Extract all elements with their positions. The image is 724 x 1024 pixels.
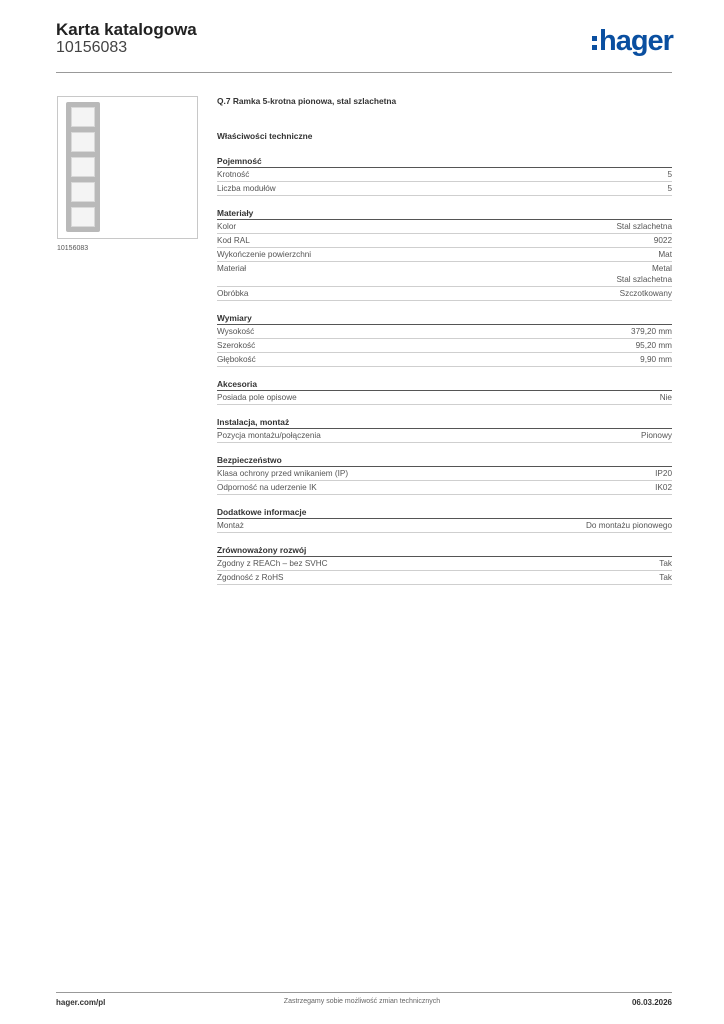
- spec-row: [217, 391, 672, 405]
- spec-label: Kod RAL: [217, 236, 250, 245]
- spec-value: [636, 340, 672, 351]
- spec-row: [217, 248, 672, 262]
- spec-label: Liczba modułów: [217, 184, 276, 193]
- spec-label: Pozycja montażu/połączenia: [217, 431, 321, 440]
- section-title: Instalacja, montaż: [217, 417, 672, 429]
- spec-value: [620, 288, 672, 299]
- spec-value-line: Mat: [658, 250, 672, 259]
- frame-slot: [71, 157, 95, 177]
- spec-value-line: 5: [667, 170, 672, 179]
- spec-value: [616, 221, 672, 232]
- spec-value-line: Pionowy: [641, 431, 672, 440]
- spec-row: [217, 262, 672, 287]
- spec-value: [654, 235, 672, 246]
- spec-row: [217, 467, 672, 481]
- spec-value-line: Do montażu pionowego: [585, 521, 672, 530]
- spec-sections: [217, 156, 672, 585]
- spec-value-line: 5: [667, 184, 672, 193]
- spec-value: [667, 183, 672, 194]
- spec-value-line: Metal: [651, 264, 672, 273]
- spec-value-line: Nie: [659, 393, 672, 402]
- spec-value-line: Szczotkowany: [619, 289, 672, 298]
- spec-value-line: Stal szlachetna: [616, 222, 672, 231]
- spec-value: [586, 520, 672, 531]
- product-thumbnail: [57, 96, 198, 239]
- spec-content: [217, 95, 672, 585]
- spec-row: [217, 339, 672, 353]
- thumbnail-caption: 10156083: [57, 245, 89, 252]
- spec-section: [217, 417, 672, 443]
- spec-section: [217, 156, 672, 196]
- frame-slot: [71, 182, 95, 202]
- spec-label: Zgodność z RoHS: [217, 573, 284, 582]
- spec-section: [217, 545, 672, 585]
- spec-label: Wykończenie powierzchni: [217, 250, 312, 259]
- spec-label: Montaż: [217, 521, 244, 530]
- spec-value-line: Tak: [659, 573, 672, 582]
- spec-value-line: Tak: [659, 559, 672, 568]
- spec-value-line: 95,20 mm: [635, 341, 672, 350]
- spec-value: [631, 326, 672, 337]
- spec-label: Posiada pole opisowe: [217, 393, 297, 402]
- section-title: Materiały: [217, 208, 672, 220]
- section-title: Dodatkowe informacje: [217, 507, 672, 519]
- product-title: Q.7 Ramka 5-krotna pionowa, stal szlachetna: [217, 96, 397, 106]
- logo-dots-icon: [592, 36, 597, 50]
- spec-row: [217, 353, 672, 367]
- page-title: Karta katalogowa: [56, 20, 197, 39]
- spec-row: [217, 168, 672, 182]
- spec-label: Zgodny z REACh – bez SVHC: [217, 559, 328, 568]
- frame-slot: [71, 207, 95, 227]
- spec-value-line: 9,90 mm: [640, 355, 672, 364]
- hager-logo[interactable]: [592, 24, 673, 58]
- spec-row: [217, 325, 672, 339]
- spec-value: [655, 468, 672, 479]
- frame-slot: [71, 107, 95, 127]
- section-title: Bezpieczeństwo: [217, 455, 672, 467]
- footer-date: 06.03.2026: [631, 998, 672, 1007]
- section-title: Wymiary: [217, 313, 672, 325]
- spec-value: [658, 249, 672, 260]
- product-code: 10156083: [56, 39, 128, 56]
- spec-row: [217, 287, 672, 301]
- spec-value: [660, 392, 672, 403]
- footer-disclaimer: Zastrzegamy sobie możliwość zmian technicznych: [283, 998, 441, 1005]
- spec-label: Głębokość: [217, 355, 256, 364]
- spec-value: [641, 430, 672, 441]
- footer-divider: [56, 992, 672, 993]
- spec-row: [217, 519, 672, 533]
- logo-wordmark: hager: [599, 24, 673, 57]
- spec-value: [640, 354, 672, 365]
- spec-label: Materiał: [217, 264, 247, 273]
- spec-section: [217, 379, 672, 405]
- spec-section: [217, 313, 672, 367]
- spec-value-line: Stal szlachetna: [616, 275, 672, 284]
- spec-value: [616, 263, 672, 285]
- spec-label: Klasa ochrony przed wnikaniem (IP): [217, 469, 349, 478]
- spec-row: [217, 571, 672, 585]
- spec-row: [217, 234, 672, 248]
- section-title: Pojemność: [217, 156, 672, 168]
- frame-image-icon: [66, 102, 100, 232]
- spec-row: [217, 182, 672, 196]
- spec-value-line: IK02: [655, 483, 672, 492]
- spec-label: Obróbka: [217, 289, 249, 298]
- spec-value-line: 379,20 mm: [631, 327, 672, 336]
- spec-value: [659, 572, 672, 583]
- spec-row: [217, 429, 672, 443]
- spec-label: Wysokość: [217, 327, 255, 336]
- spec-label: Szerokość: [217, 341, 256, 350]
- footer-website-link[interactable]: hager.com/pl: [56, 998, 106, 1007]
- spec-value: [655, 482, 672, 493]
- properties-heading: Właściwości techniczne: [217, 131, 313, 141]
- section-title: Akcesoria: [217, 379, 672, 391]
- spec-section: [217, 208, 672, 301]
- spec-label: Krotność: [217, 170, 250, 179]
- spec-row: [217, 481, 672, 495]
- spec-value: [667, 169, 672, 180]
- header-divider: [56, 72, 672, 73]
- section-title: Zrównoważony rozwój: [217, 545, 672, 557]
- spec-value: [659, 558, 672, 569]
- spec-row: [217, 220, 672, 234]
- spec-value-line: 9022: [653, 236, 672, 245]
- spec-label: Kolor: [217, 222, 237, 231]
- frame-slot: [71, 132, 95, 152]
- spec-section: [217, 455, 672, 495]
- spec-label: Odporność na uderzenie IK: [217, 483, 317, 492]
- spec-row: [217, 557, 672, 571]
- spec-value-line: IP20: [655, 469, 672, 478]
- spec-section: [217, 507, 672, 533]
